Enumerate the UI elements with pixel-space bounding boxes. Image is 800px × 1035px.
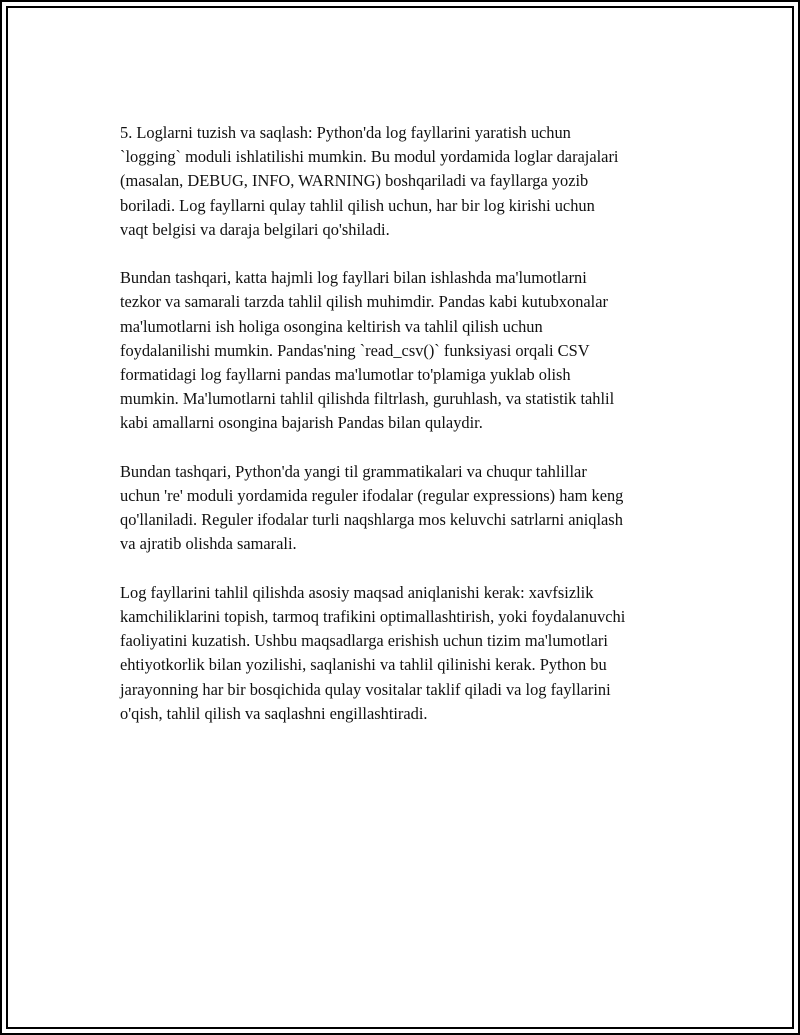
paragraph-logging: 5. Loglarni tuzish va saqlash: Python'da log fayllarini yaratish uchun `logging` moduli ishlatilishi mumkin. Bu modul yordamida loglar darajalari (masalan, DEBUG, INFO, WARNING) boshqariladi va fayllarga yozib boriladi. Log fayllarni qulay tahlil qilish uchun, har bir log kirishi uchun vaqt belgisi va daraja belgilari qo'shiladi.	[120, 123, 619, 239]
paragraph-regex: Bundan tashqari, Python'da yangi til grammatikalari va chuqur tahlillar uchun 're' moduli yordamida reguler ifodalar (regular expressions) ham keng qo'llaniladi. Reguler ifodalar turli naqshlarga mos keluvchi satrlarni aniqlash va ajratib olishda samarali.	[120, 461, 624, 554]
paragraph-pandas: Bundan tashqari, katta hajmli log fayllari bilan ishlashda ma'lumotlarni tezkor va samarali tarzda tahlil qilish muhimdir. Pandas kabi kutubxonalar ma'lumotlarni ish holiga osongina keltirish va tahlil qilish uchun foydalanilishi mumkin. Pandas'ning `read_csv()` funksiyasi orqali CSV formatidagi log fayllarni pandas ma'lumotlar to'plamiga yuklab olish mumkin. Ma'lumotlarni tahlil qilishda filtrlash, guruhlash, va statistik tahlil kabi amallarni osongina bajarish Pandas bilan qulaydir.	[120, 268, 615, 433]
paragraph-analysis-goals: Log fayllarini tahlil qilishda asosiy maqsad aniqlanishi kerak: xavfsizlik kamchiliklarini topish, tarmoq trafikini optimallashtirish, yoki foydalanuvchi faoliyatini kuzatish. Ushbu maqsadlarga erishish uchun tizim ma'lumotlari ehtiyotkorlik bilan yozilishi, saqlanishi va tahlil qilinishi kerak. Python bu jarayonning har bir bosqichida qulay vositalar taklif qiladi va log fayllarini o'qish, tahlil qilish va saqlashni engillashtiradi.	[120, 582, 626, 723]
document-body	[120, 121, 700, 750]
